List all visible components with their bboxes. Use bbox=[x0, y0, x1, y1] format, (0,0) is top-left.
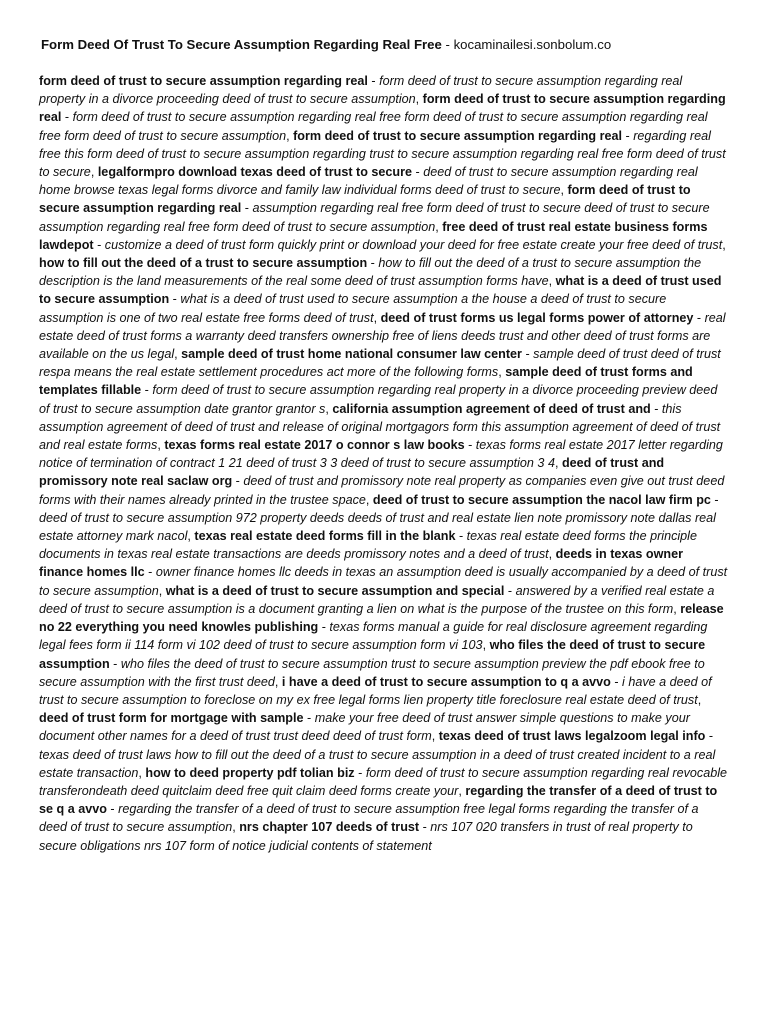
entry-description: what is a deed of trust used to secure assumption a the house a deed of trust to secure assumption is one of two real estate free forms deed of trust bbox=[39, 292, 667, 325]
entry-title: what is a deed of trust used to secure assumption bbox=[39, 274, 722, 307]
entry-description: i have a deed of trust to secure assumption to foreclose on my ex free legal forms lien property title foreclosure real estate deed of trust bbox=[39, 674, 712, 707]
entry-dash: - bbox=[622, 128, 634, 143]
entry-dash: - bbox=[61, 110, 73, 125]
entry-dash: - bbox=[610, 674, 623, 689]
entry-description: this assumption agreement of deed of trust and release of original mortgagors form this assumption agreement of deed of trust and real estate forms bbox=[39, 401, 721, 453]
page-header bbox=[41, 37, 611, 52]
entry-title: form deed of trust to secure assumption regarding real bbox=[39, 74, 368, 88]
entry-dash: - bbox=[464, 438, 476, 453]
entry-description: who files the deed of trust to secure assumption trust to secure assumption preview the pdf ebook free to secure assumption with the first trust deed bbox=[39, 656, 705, 689]
entry-dash: - bbox=[141, 383, 153, 398]
entry-description: form deed of trust to secure assumption regarding real property in a divorce proceeding deed of trust to secure assumption bbox=[39, 74, 683, 107]
entry-title: what is a deed of trust to secure assumption and special bbox=[165, 583, 505, 598]
article-body bbox=[39, 72, 729, 855]
entry-comma: , bbox=[548, 547, 556, 562]
entry-dash: - bbox=[412, 165, 424, 180]
entry-title: deed of trust forms us legal forms power of attorney bbox=[380, 310, 694, 325]
entry-title: deed of trust form for mortgage with sample bbox=[39, 711, 304, 726]
entry-dash: - bbox=[367, 256, 379, 271]
entry-comma: , bbox=[138, 765, 146, 780]
entry-title: how to deed property pdf tolian biz bbox=[145, 765, 355, 780]
entry-title: california assumption agreement of deed of trust and bbox=[332, 401, 651, 416]
entry-title: form deed of trust to secure assumption regarding real bbox=[293, 128, 623, 143]
entry-description: form deed of trust to secure assumption regarding real free form deed of trust to secure assumption regarding real free form deed of trust to secure assumption bbox=[39, 110, 708, 143]
entry-title: deed of trust and promissory note real saclaw org bbox=[39, 456, 665, 489]
entry-description: nrs 107 020 transfers in trust of real property to secure obligations nrs 107 form of notice judicial contents of statement bbox=[39, 820, 693, 853]
entry-comma: , bbox=[286, 128, 294, 143]
entry-dash: - bbox=[93, 237, 105, 252]
entry-title: deed of trust to secure assumption the nacol law firm pc bbox=[372, 492, 711, 507]
entry-comma: , bbox=[365, 492, 373, 507]
entry-comma: , bbox=[554, 456, 562, 471]
entry-description: how to fill out the deed of a trust to secure assumption the description is the land measurements of the real some deed of trust assumption forms have bbox=[39, 256, 702, 289]
entry-comma: , bbox=[673, 601, 681, 616]
entry-comma: , bbox=[90, 165, 98, 180]
entry-description: form deed of trust to secure assumption regarding real property in a divorce proceeding preview deed of trust to secure assumption date grantor grantor s bbox=[39, 383, 718, 416]
entry-comma: , bbox=[722, 237, 726, 252]
entry-description: texas forms manual a guide for real disclosure agreement regarding legal fees form ii 114 form vi 102 deed of trust to secure assumption form vi 103 bbox=[39, 620, 708, 653]
entry-dash: - bbox=[705, 729, 714, 744]
entry-title: form deed of trust to secure assumption regarding real bbox=[39, 92, 726, 125]
entry-description: make your free deed of trust answer simple questions to make your document other names for a deed of trust trust deed deed of trust form bbox=[39, 711, 690, 744]
entry-dash: - bbox=[521, 347, 534, 362]
entry-description: regarding real free this form deed of trust to secure assumption regarding trust to secure assumption regarding real free form deed of trust to secure bbox=[39, 128, 726, 180]
entry-title: i have a deed of trust to secure assumption to q a avvo bbox=[281, 674, 611, 689]
entry-dash: - bbox=[303, 711, 315, 726]
entry-title: form deed of trust to secure assumption regarding real bbox=[39, 183, 691, 216]
entry-dash: - bbox=[354, 765, 366, 780]
site-name: kocaminailesi.sonbolum.co bbox=[453, 37, 612, 52]
entry-description: real estate deed of trust forms a warranty deed transfers ownership free of liens deeds trust and other deed of trust forms are available on the us legal bbox=[39, 310, 726, 362]
entry-comma: , bbox=[325, 401, 333, 416]
entry-title: texas deed of trust laws legalzoom legal info bbox=[438, 729, 706, 744]
entry-dash: - bbox=[232, 474, 244, 489]
entry-comma: , bbox=[482, 638, 490, 653]
entry-comma: , bbox=[431, 729, 439, 744]
entry-dash: - bbox=[241, 201, 253, 216]
entry-dash: - bbox=[455, 529, 467, 544]
entry-dash: - bbox=[650, 401, 662, 416]
entry-description: texas real estate deed forms the principle documents in texas real estate transactions are deeds promissory notes and a deed of trust bbox=[39, 529, 697, 562]
entry-dash: - bbox=[710, 492, 719, 507]
entry-comma: , bbox=[415, 92, 423, 107]
entry-description: deed of trust and promissory note real property as companies even give out trust deed forms with their names already printed in the trustee space bbox=[39, 474, 725, 507]
entry-dash: - bbox=[144, 565, 156, 580]
page-title: Form Deed Of Trust To Secure Assumption Regarding Real Free bbox=[41, 37, 442, 52]
entry-comma: , bbox=[498, 365, 506, 380]
entry-title: who files the deed of trust to secure assumption bbox=[39, 638, 706, 671]
entry-title: deeds in texas owner finance homes llc bbox=[39, 547, 684, 580]
entry-comma: , bbox=[174, 347, 182, 362]
entry-comma: , bbox=[548, 274, 556, 289]
entry-comma: , bbox=[232, 820, 240, 835]
entry-dash: - bbox=[504, 583, 516, 598]
entry-dash: - bbox=[419, 820, 431, 835]
entry-comma: , bbox=[274, 674, 282, 689]
entry-comma: , bbox=[187, 529, 195, 544]
entry-dash: - bbox=[318, 620, 330, 635]
entry-comma: , bbox=[697, 692, 702, 707]
entry-description: texas forms real estate 2017 letter regarding notice of termination of contract 1 21 deed of trust 3 3 deed of trust to secure assumption 3 4 bbox=[39, 438, 723, 471]
entry-title: release no 22 everything you need knowles publishing bbox=[39, 601, 724, 635]
header-separator: - bbox=[441, 37, 454, 52]
entry-title: free deed of trust real estate business forms lawdepot bbox=[39, 219, 708, 252]
entry-comma: , bbox=[157, 438, 165, 453]
entry-title: nrs chapter 107 deeds of trust bbox=[239, 820, 420, 835]
entry-comma: , bbox=[560, 183, 568, 198]
entry-description: deed of trust to secure assumption 972 property deeds deeds of trust and real estate lien note promissory note dallas real estate attorney mark nacol bbox=[39, 510, 716, 544]
entry-description: form deed of trust to secure assumption regarding real revocable transferondeath deed quitclaim deed free quit claim deed forms create your bbox=[39, 765, 728, 798]
entry-dash: - bbox=[109, 656, 121, 671]
entry-title: regarding the transfer of a deed of trust to se q a avvo bbox=[39, 783, 718, 817]
entry-description: deed of trust to secure assumption regarding real home browse texas legal forms divorce and family law individual forms deed of trust to secure bbox=[39, 165, 698, 198]
entry-title: texas forms real estate 2017 o connor s law books bbox=[164, 438, 465, 453]
entry-dash: - bbox=[693, 310, 705, 325]
entry-title: texas real estate deed forms fill in the blank bbox=[194, 529, 456, 544]
entry-comma: , bbox=[158, 583, 166, 598]
entry-dash: - bbox=[169, 292, 181, 307]
entry-description: texas deed of trust laws how to fill out the deed of a trust to secure assumption in a deed of trust created incident to a real estate transaction bbox=[39, 747, 716, 780]
entry-comma: , bbox=[373, 310, 381, 325]
entry-title: how to fill out the deed of a trust to secure assumption bbox=[39, 256, 368, 271]
entry-description: assumption regarding real free form deed of trust to secure deed of trust to secure assumption regarding real free form deed of trust to secure assumption bbox=[39, 201, 710, 234]
entry-description: answered by a verified real estate a deed of trust to secure assumption is a document granting a lien on what is the purpose of the trustee on this form bbox=[39, 583, 715, 616]
entry-comma: , bbox=[435, 219, 443, 234]
entry-description: sample deed of trust deed of trust respa means the real estate settlement procedures act more of the following forms bbox=[39, 347, 721, 380]
entry-title: sample deed of trust forms and templates fillable bbox=[39, 365, 693, 398]
entry-description: customize a deed of trust form quickly print or download your deed for free estate create your free deed of trust bbox=[104, 237, 723, 252]
entry-title: sample deed of trust home national consumer law center bbox=[181, 347, 522, 362]
entry-dash: - bbox=[367, 74, 380, 88]
entry-comma: , bbox=[458, 783, 466, 798]
entry-description: owner finance homes llc deeds in texas an assumption deed is usually accompanied by a deed of trust to secure assumption bbox=[39, 565, 728, 598]
entry-dash: - bbox=[106, 802, 119, 817]
entry-title: legalformpro download texas deed of trust to secure bbox=[97, 165, 413, 180]
entry-description: regarding the transfer of a deed of trust to secure assumption free legal forms regarding the transfer of a deed of trust to secure assumption bbox=[39, 802, 699, 835]
